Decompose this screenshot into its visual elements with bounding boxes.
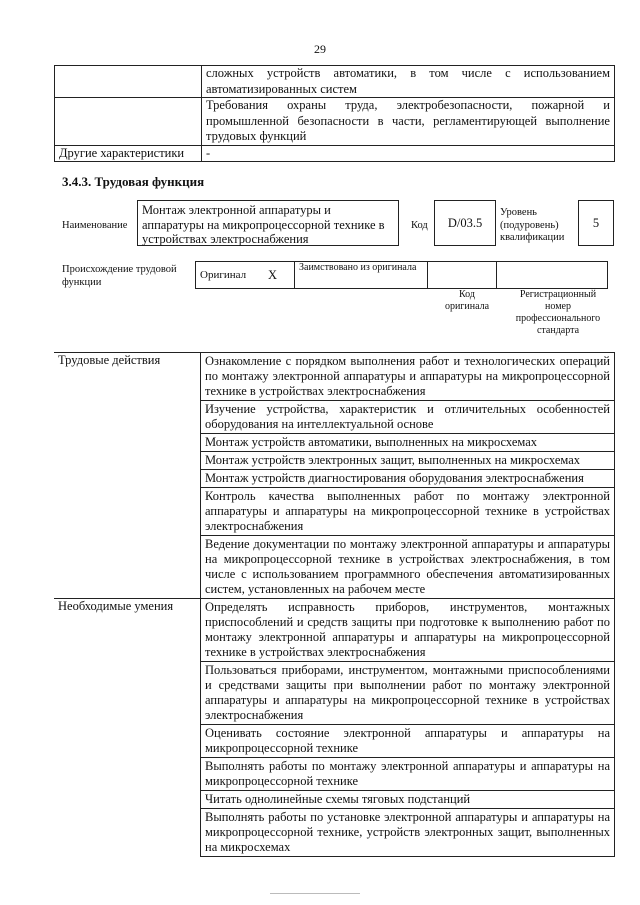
other-characteristics-value: - [202,145,615,162]
reg-number-caption: Регистрационный номер профессионального стандарта [515,289,601,336]
origin-label: Происхождение трудовой функции [62,264,177,288]
function-name: Монтаж электронной аппаратуры и аппаратуры на микропроцессорной технике в устройствах электроснабжения [142,203,385,246]
empty-cell [55,98,202,146]
original-label: Оригинал [196,262,265,289]
characteristic-text: сложных устройств автоматики, в том числе с использованием автоматизированных систем [202,66,615,98]
skill-item: Определять исправность приборов, инструментов, монтажных приспособлений и средств защиты при подготовке к выполнению работ по монтажу электронной аппаратуры и аппаратуры на микропроцессорной технике в устройствах электроснабжения [201,599,615,662]
action-item: Изучение устройства, характеристик и отличительных особенностей оборудования на интеллектуальной основе [201,401,615,434]
other-characteristics-label: Другие характеристики [55,145,202,162]
scan-artifact [270,893,360,894]
skill-item: Выполнять работы по монтажу электронной аппаратуры и аппаратуры на микропроцессорной технике [201,758,615,791]
code-original-caption: Код оригинала [444,289,490,312]
table-row [55,98,615,146]
characteristics-table [54,65,615,162]
action-item: Ведение документации по монтажу электронной аппаратуры и аппаратуры на микропроцессорной технике в устройствах электроснабжения, в том числе с использованием программного обеспечения автоматизированных систем, установленных на рабочем месте [201,536,615,599]
borrowed-label: Заимствовано из оригинала [295,262,428,289]
skill-item: Пользоваться приборами, инструментом, монтажными приспособлениями и средствами защиты при выполнении работ по монтажу электронной аппаратуры и аппаратуры на микропроцессорной технике в устройствах электроснабжения [201,662,615,725]
page-number: 29 [314,42,326,56]
characteristic-text: Требования охраны труда, электробезопасности, пожарной и промышленной безопасности в части, регламентирующей выполнение трудовых функций [202,98,615,146]
name-label: Наименование [62,220,128,231]
origin-table [195,261,608,289]
original-mark: X [264,262,295,289]
skill-item: Оценивать состояние электронной аппаратуры и аппаратуры на микропроцессорной технике [201,725,615,758]
skill-item: Выполнять работы по установке электронной аппаратуры и аппаратуры на микропроцессорной технике, устройств электронных защит, выполненных на микросхемах [201,809,615,857]
action-item: Ознакомление с порядком выполнения работ и технологических операций по монтажу электронной аппаратуры и аппаратуры на микропроцессорной технике в устройствах электроснабжения [201,353,615,401]
action-item: Монтаж устройств диагностирования оборудования электроснабжения [201,470,615,488]
code-label: Код [411,220,428,231]
labor-function-table [54,352,615,857]
code-original-cell [428,262,497,289]
skills-label: Необходимые умения [54,599,201,857]
level-value: 5 [592,216,600,230]
actions-label: Трудовые действия [54,353,201,599]
reg-number-cell [497,262,608,289]
table-row [54,599,615,662]
action-item: Монтаж устройств электронных защит, выполненных на микросхемах [201,452,615,470]
table-row [55,145,615,162]
level-box [578,200,614,246]
code-box [434,200,496,246]
level-label: Уровень (подуровень) квалификации [500,207,565,243]
action-item: Контроль качества выполненных работ по монтажу электронной аппаратуры и аппаратуры на микропроцессорной технике в устройствах электроснабжения [201,488,615,536]
table-row [54,353,615,401]
function-name-box [137,200,399,246]
skill-item: Читать однолинейные схемы тяговых подстанций [201,791,615,809]
table-row [55,66,615,98]
section-heading: 3.4.3. Трудовая функция [62,174,205,189]
action-item: Монтаж устройств автоматики, выполненных на микросхемах [201,434,615,452]
table-row [196,262,608,289]
code-value: D/03.5 [447,216,483,230]
empty-cell [55,66,202,98]
